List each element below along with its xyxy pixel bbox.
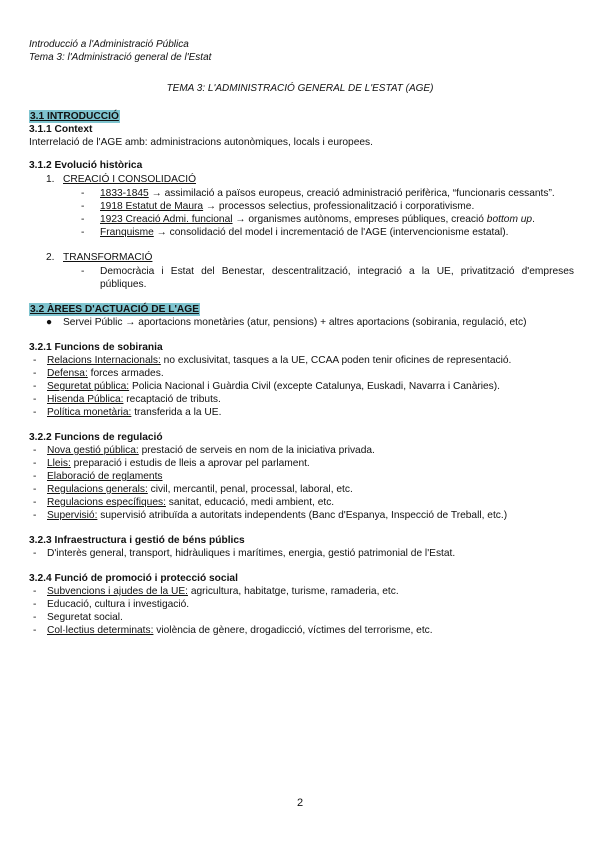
context-paragraph: Interrelació de l'AGE amb: administracions autonòmiques, locals i europees. [29,137,373,148]
list-item: - Col·lectius determinats: violència de gènere, drogadicció, víctimes del terrorisme, etc. [33,625,433,636]
list-item: - Seguretat social. [33,612,123,623]
subsection-heading-3-2-3: 3.2.3 Infraestructura i gestió de béns públics [29,535,245,546]
list-item: - 1923 Creació Admi. funcional → organismes autònoms, empreses públiques, creació bottom up. [81,214,535,225]
list-item: - Lleis: preparació i estudis de lleis a aprovar pel parlament. [33,458,310,469]
list-item: - Defensa: forces armades. [33,368,164,379]
subsection-heading-3-2-1: 3.2.1 Funcions de sobirania [29,342,163,353]
header-course: Introducció a l'Administració Pública [29,39,189,50]
infrastructure-list [29,547,574,560]
list-item: - Subvencions i ajudes de la UE: agricultura, habitatge, turisme, ramaderia, etc. [33,586,399,597]
evolution-sub-list [29,187,574,239]
subsection-heading-3-2-4: 3.2.4 Funció de promoció i protecció social [29,573,238,584]
numbered-item-1 [29,173,574,186]
social-promotion-list [29,585,574,637]
list-item: - Regulacions específiques: sanitat, educació, medi ambient, etc. [33,497,335,508]
list-item: - Democràcia i Estat del Benestar, descentralització, integració a la UE, privatització d'empreses públiques. [81,266,574,290]
section-heading-3-1: 3.1 INTRODUCCIÓ [30,111,119,122]
document-body [29,108,574,637]
list-item: - Nova gestió pública: prestació de serveis en nom de la iniciativa privada. [33,445,375,456]
list-item: - Elaboració de reglaments [33,471,163,482]
bullet-dot: ● [46,317,53,328]
transformation-sub-list [29,265,574,291]
list-item: - Regulacions generals: civil, mercantil, penal, processal, laboral, etc. [33,484,353,495]
subsection-heading-3-1-2: 3.1.2 Evolució històrica [29,160,143,171]
subsection-heading-3-1-1: 3.1.1 Context [29,124,93,135]
list-item: - Política monetària: transferida a la UE. [33,407,222,418]
page-number: 2 [296,797,304,809]
subsection-heading-3-2-2: 3.2.2 Funcions de regulació [29,432,163,443]
item-number: 2. [46,252,55,263]
numbered-item-2 [29,251,574,264]
list-item: - Educació, cultura i investigació. [33,599,190,610]
bullet-item: ● Servei Públic → aportacions monetàries (atur, pensions) + altres aportacions (sobirania, regulació, etc) [46,317,527,328]
list-item: - D'interès general, transport, hidràuliques i marítimes, energia, gestió patrimonial de l'Estat. [33,548,456,559]
list-item: - Relacions Internacionals: no exclusivitat, tasques a la UE, CCAA poden tenir oficines de representació. [33,355,512,366]
sovereignty-list [29,354,574,419]
list-item: - Supervisió: supervisió atribuïda a autoritats independents (Banc d'Espanya, Inspecció de Treball, etc.) [33,510,508,521]
section-heading-3-2: 3.2 ÀREES D'ACTUACIÓ DE L'AGE [30,304,199,315]
document-title: TEMA 3: L'ADMINISTRACIÓ GENERAL DE L'ESTAT (AGE) [166,83,434,94]
regulation-list [29,444,574,522]
list-item: - Franquisme → consolidació del model i incrementació de l'AGE (intervencionisme estatal). [81,227,509,238]
item-label: TRANSFORMACIÓ [63,252,153,263]
list-item: - 1833-1845 → assimilació a països europeus, creació administració perifèrica, “funcionaris cessants”. [81,188,555,199]
header-topic: Tema 3: l'Administració general de l'Estat [29,52,212,63]
list-item: - Hisenda Pública: recaptació de tributs. [33,394,221,405]
list-item: - Seguretat pública: Policia Nacional i Guàrdia Civil (excepte Catalunya, Euskadi, Navarra i Canàries). [33,381,500,392]
item-label: CREACIÓ I CONSOLIDACIÓ [63,174,197,185]
list-item: - 1918 Estatut de Maura → processos selectius, professionalització i corporativisme. [81,201,475,212]
item-number: 1. [46,174,55,185]
running-header [29,38,211,64]
